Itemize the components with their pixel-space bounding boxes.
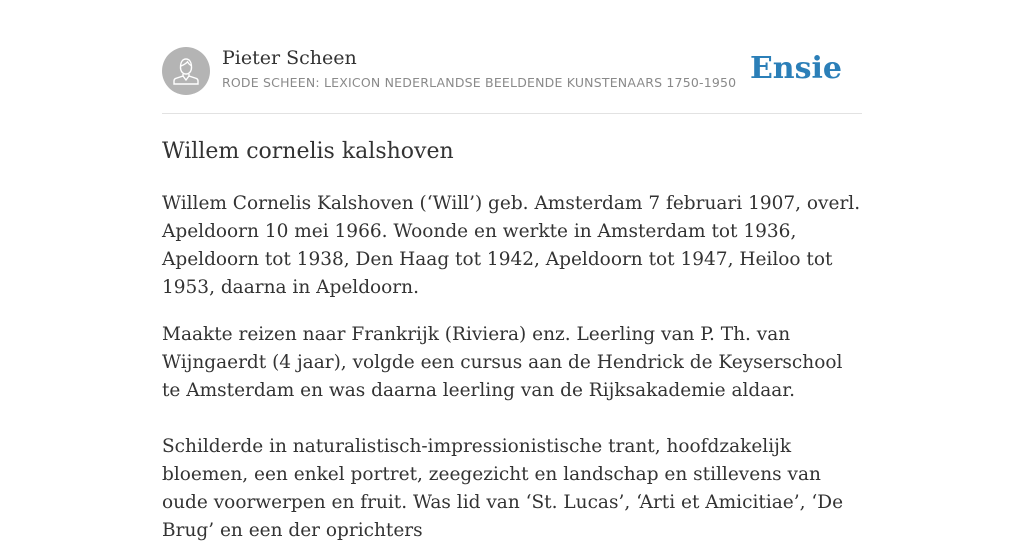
- author-name[interactable]: Pieter Scheen: [222, 47, 357, 69]
- article-paragraph: Willem Cornelis Kalshoven (‘Will’) geb. Amsterdam 7 februari 1907, overl. Apeldoorn 10 mei 1966. Woonde en werkte in Amsterdam tot 1936, Apeldoorn tot 1938, Den Haag tot 1942, Apeldoorn tot 1947, Heiloo tot 1953, daarna in Apeldoorn.: [162, 193, 861, 298]
- ensie-logo[interactable]: Ensie: [749, 51, 842, 86]
- user-icon: [162, 47, 210, 95]
- author-avatar[interactable]: [162, 47, 210, 95]
- article-header: [162, 0, 862, 114]
- article-title: Willem cornelis kalshoven: [162, 139, 454, 164]
- article-paragraph: Maakte reizen naar Frankrijk (Riviera) enz. Leerling van P. Th. van Wijngaerdt (4 jaar), volgde een cursus aan de Hendrick de Keyserschool te Amsterdam en was daarna leerling van de Rijksakademie aldaar.: [162, 324, 843, 401]
- source-label[interactable]: RODE SCHEEN: LEXICON NEDERLANDSE BEELDENDE KUNSTENAARS 1750-1950: [222, 75, 737, 90]
- content-container: [162, 0, 862, 541]
- article-paragraph: Schilderde in naturalistisch-impressionistische trant, hoofdzakelijk bloemen, een enkel portret, zeegezicht en landschap en stillevens van oude voorwerpen en fruit. Was lid van ‘St. Lucas’, ‘Arti et Amicitiae’, ‘De Brug’ en een der oprichters: [162, 436, 844, 541]
